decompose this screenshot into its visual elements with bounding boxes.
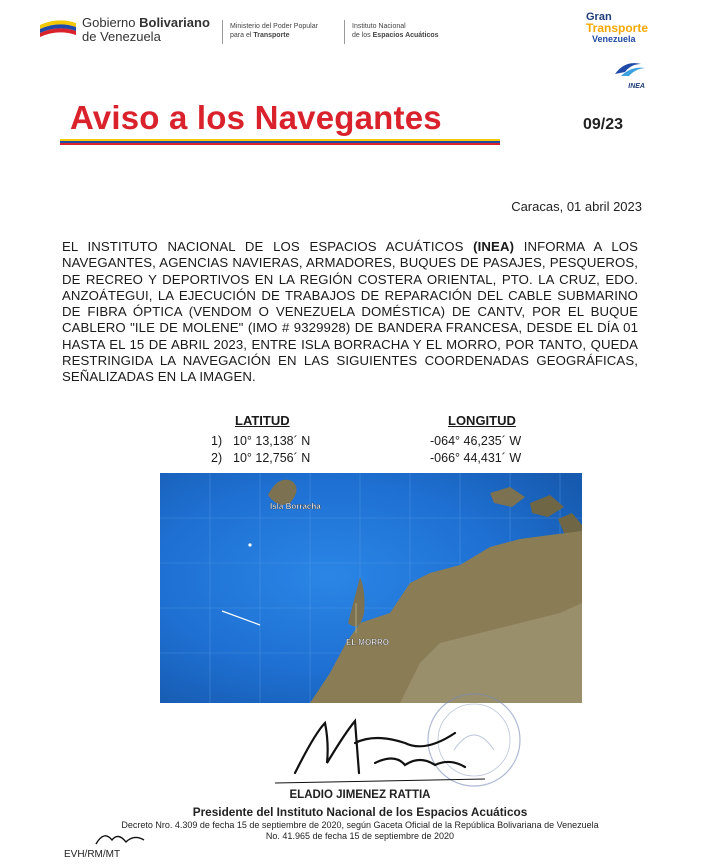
gov-line1-bold: Bolivariano [139, 15, 210, 30]
gran-line1: Gran [586, 11, 612, 23]
body-inea: (INEA) [473, 239, 515, 254]
gran-line3: Venezuela [592, 34, 636, 44]
handwritten-signature [255, 703, 495, 793]
signer-role: Presidente del Instituto Nacional de los Espacios Acuáticos [192, 805, 528, 819]
decree-line1: Decreto Nro. 4.309 de fecha 15 de septiembre de 2020, según Gaceta Oficial de la República Bolivariana de Venezuela [121, 820, 599, 830]
decree-line2: No. 41.965 de fecha 15 de septiembre de 2020 [265, 831, 455, 841]
header-divider [344, 20, 345, 44]
coord-latitude: 10° 12,756´ N [233, 451, 311, 465]
gov-line2: de Venezuela [82, 29, 161, 44]
body-lead: EL INSTITUTO NACIONAL DE LOS ESPACIOS ACUÁTICOS [62, 239, 464, 254]
notice-body [62, 239, 638, 386]
inea-logo-text: INEA [628, 83, 645, 90]
signer-name: ELADIO JIMENEZ RATTIA [289, 789, 431, 801]
ministry-text [230, 22, 318, 40]
gran-transporte-logo [586, 12, 662, 48]
inea-logo [611, 60, 649, 88]
body-rest: INFORMA A LOS NAVEGANTES, AGENCIAS NAVIERAS, ARMADORES, BUQUES DE PASAJES, PESQUEROS, DE RECREO Y DEPORTIVOS EN LA REGIÓN COSTERA ORIENTAL, PTO. LA CRUZ, EDO. ANZOÁTEGUI, LA EJECUCIÓN DE TRABAJOS DE REPARACIÓN DEL CABLE SUBMARINO DE FIBRA ÓPTICA (VENDOM O VENEZUELA DOMÉSTICA) DE CANTV, POR EL BUQUE CABLERO "ILE DE MOLENE" (IMO # 9329928) DE BANDERA FRANCESA, DESDE EL DÍA 01 HASTA EL 15 DE ABRIL 2023, ENTRE ISLA BORRACHA Y EL MORRO, POR TANTO, QUEDA RESTRINGIDA LA NAVEGACIÓN EN LAS SIGUIENTES COORDENADAS GEOGRÁFICAS, SEÑALIZADAS EN LA IMAGEN. [62, 239, 639, 385]
label-isla-borracha: Isla Borracha [270, 502, 321, 511]
wave-icon [611, 60, 649, 78]
gov-wordmark [82, 16, 210, 44]
coord-longitude: -066° 44,431´ W [430, 451, 522, 465]
notice-date: Caracas, 01 abril 2023 [511, 199, 642, 214]
ministry-line2-prefix: para el [230, 32, 252, 39]
coord-index: 2) [211, 451, 223, 465]
page-title: Aviso a los Navegantes [70, 99, 442, 136]
satellite-map [160, 473, 582, 703]
ministry-line2-bold: Transporte [253, 32, 290, 39]
header-divider [222, 20, 223, 44]
gran-line2: Transporte [586, 21, 649, 35]
label-el-morro: EL MORRO [346, 638, 389, 647]
coord-longitude: -064° 46,235´ W [430, 434, 522, 448]
inst-line2-prefix: de los [352, 32, 371, 39]
inst-line2-bold: Espacios Acuáticos [372, 32, 439, 39]
longitude-header: LONGITUD [448, 413, 516, 428]
gov-line1-prefix: Gobierno [82, 15, 136, 30]
marker-dot [248, 543, 251, 546]
initial-signature [90, 826, 150, 850]
flag-underline [60, 139, 500, 145]
ministry-line1: Ministerio del Poder Popular [230, 23, 318, 30]
notice-number: 09/23 [583, 116, 624, 133]
institute-text [352, 22, 439, 40]
coord-latitude: 10° 13,138´ N [233, 434, 311, 448]
venezuela-flag-logo [38, 17, 78, 41]
initials: EVH/RM/MT [64, 849, 121, 860]
inst-line1: Instituto Nacional [352, 23, 406, 30]
coord-index: 1) [211, 434, 223, 448]
latitude-header: LATITUD [235, 413, 290, 428]
flag-stripe-red [60, 143, 500, 145]
